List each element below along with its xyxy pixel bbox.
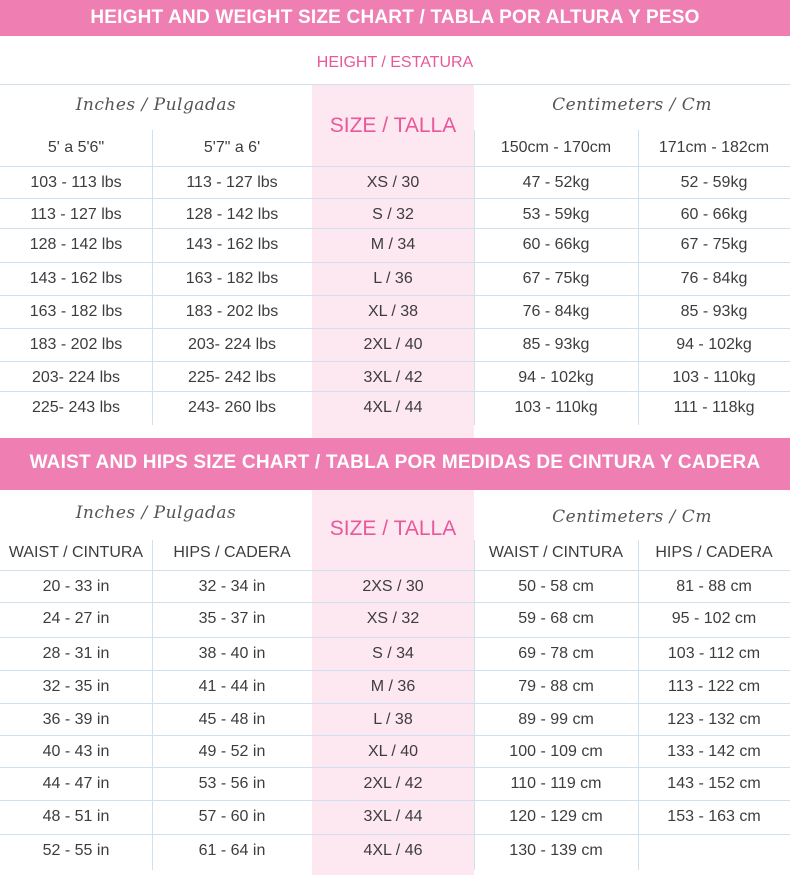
table-cell: 4XL / 44 (363, 399, 423, 416)
table-cell: 4XL / 46 (363, 842, 423, 859)
table-cell: 153 - 163 cm (667, 808, 761, 825)
table-cell: 81 - 88 cm (676, 578, 752, 595)
table-cell: 40 - 43 in (42, 743, 110, 760)
table-cell: 163 - 182 lbs (185, 270, 279, 287)
table-cell: XL / 40 (367, 743, 419, 760)
column-header: 150cm - 170cm (500, 139, 612, 156)
row-divider (0, 800, 790, 801)
divider (0, 84, 790, 85)
table-cell: 53 - 56 in (198, 775, 266, 792)
column-header: WAIST / CINTURA (488, 544, 624, 561)
table-cell: 103 - 110kg (672, 369, 756, 386)
column-header: HIPS / CADERA (655, 544, 773, 561)
column-divider (152, 130, 153, 425)
table-cell: 3XL / 42 (363, 369, 423, 386)
row-divider (0, 670, 790, 671)
column-divider (638, 540, 639, 870)
inches-label-1: Inches / Pulgadas (75, 95, 237, 115)
table-cell: 3XL / 44 (363, 808, 423, 825)
size-label-2: SIZE / TALLA (329, 517, 457, 540)
table-cell: 85 - 93kg (522, 336, 590, 353)
row-divider (0, 228, 790, 229)
table-cell: 47 - 52kg (522, 174, 590, 191)
table-cell: 79 - 88 cm (518, 678, 594, 695)
column-divider (474, 540, 475, 870)
table-cell: 110 - 119 cm (510, 775, 602, 792)
table-cell: 111 - 118kg (673, 399, 755, 416)
column-divider (638, 130, 639, 425)
table-cell: 133 - 142 cm (667, 743, 761, 760)
column-header: 171cm - 182cm (658, 139, 770, 156)
table-cell: 45 - 48 in (198, 711, 266, 728)
table-cell: S / 34 (372, 645, 414, 662)
centimeters-label-1: Centimeters / Cm (552, 95, 712, 115)
table-cell: 57 - 60 in (198, 808, 266, 825)
row-divider (0, 767, 790, 768)
table-cell: L / 36 (373, 270, 413, 287)
height-label: HEIGHT / ESTATURA (316, 54, 474, 71)
table-cell: 36 - 39 in (42, 711, 110, 728)
row-divider (0, 637, 790, 638)
row-divider (0, 602, 790, 603)
table-cell: 113 - 122 cm (667, 678, 761, 695)
table-cell: 95 - 102 cm (671, 610, 757, 627)
table-cell: 61 - 64 in (198, 842, 266, 859)
table-cell: 183 - 202 lbs (29, 336, 123, 353)
table-cell: 120 - 129 cm (509, 808, 603, 825)
table-cell: 2XS / 30 (362, 578, 424, 595)
table-cell: 103 - 110kg (514, 399, 598, 416)
table-cell: XS / 30 (366, 174, 420, 191)
table-cell: 225- 243 lbs (31, 399, 121, 416)
height-weight-banner: HEIGHT AND WEIGHT SIZE CHART / TABLA POR ALTURA Y PESO (0, 0, 790, 36)
centimeters-label-2: Centimeters / Cm (552, 507, 712, 527)
table-cell: 28 - 31 in (42, 645, 110, 662)
table-cell: S / 32 (372, 206, 414, 223)
inches-label-2: Inches / Pulgadas (75, 503, 237, 523)
table-cell: 128 - 142 lbs (185, 206, 279, 223)
column-header: 5'7" a 6' (203, 139, 261, 156)
table-cell: 103 - 112 cm (667, 645, 761, 662)
table-cell: 52 - 59kg (680, 174, 748, 191)
table-cell: 143 - 162 lbs (29, 270, 123, 287)
table-cell: 163 - 182 lbs (29, 303, 123, 320)
table-cell: 94 - 102kg (518, 369, 594, 386)
table-cell: 183 - 202 lbs (185, 303, 279, 320)
row-divider (0, 735, 790, 736)
table-cell: 69 - 78 cm (518, 645, 594, 662)
column-divider (474, 130, 475, 425)
table-cell: 60 - 66kg (680, 206, 748, 223)
row-divider (0, 198, 790, 199)
table-cell: 2XL / 42 (363, 775, 423, 792)
row-divider (0, 834, 790, 835)
table-cell: 41 - 44 in (198, 678, 266, 695)
column-divider (152, 540, 153, 870)
table-cell: M / 34 (370, 236, 416, 253)
table-cell: 100 - 109 cm (509, 743, 603, 760)
size-label-1: SIZE / TALLA (329, 114, 457, 137)
table-cell: 32 - 34 in (198, 578, 266, 595)
table-cell: 243- 260 lbs (187, 399, 277, 416)
table-cell: 67 - 75kg (522, 270, 590, 287)
table-cell: 85 - 93kg (680, 303, 748, 320)
table-cell: 44 - 47 in (42, 775, 110, 792)
table-cell: 203- 224 lbs (187, 336, 277, 353)
row-divider (0, 703, 790, 704)
row-divider (0, 328, 790, 329)
waist-hips-banner: WAIST AND HIPS SIZE CHART / TABLA POR MEDIDAS DE CINTURA Y CADERA (0, 438, 790, 490)
table-cell: 143 - 152 cm (667, 775, 761, 792)
table-cell: L / 38 (373, 711, 413, 728)
table-cell: 35 - 37 in (198, 610, 266, 627)
table-cell: 130 - 139 cm (509, 842, 603, 859)
table-cell: XS / 32 (366, 610, 420, 627)
column-header: HIPS / CADERA (173, 544, 291, 561)
table-cell: 76 - 84kg (522, 303, 590, 320)
table-cell: 20 - 33 in (42, 578, 110, 595)
column-header: 5' a 5'6" (47, 139, 105, 156)
table-cell: 123 - 132 cm (667, 711, 761, 728)
table-cell: 67 - 75kg (680, 236, 748, 253)
table-cell: 89 - 99 cm (518, 711, 594, 728)
table-cell: 143 - 162 lbs (185, 236, 279, 253)
table-cell: 103 - 113 lbs (30, 174, 122, 191)
table-cell: 24 - 27 in (42, 610, 110, 627)
table-cell: 52 - 55 in (42, 842, 110, 859)
table-cell: 48 - 51 in (42, 808, 110, 825)
table-cell: XL / 38 (367, 303, 419, 320)
table-cell: 38 - 40 in (198, 645, 266, 662)
table-cell: 113 - 127 lbs (186, 174, 278, 191)
row-divider (0, 262, 790, 263)
table-cell: 60 - 66kg (522, 236, 590, 253)
table-cell: 53 - 59kg (522, 206, 590, 223)
row-divider (0, 295, 790, 296)
table-cell: 128 - 142 lbs (29, 236, 123, 253)
table-cell: 50 - 58 cm (518, 578, 594, 595)
row-divider (0, 166, 790, 167)
table-cell: 49 - 52 in (198, 743, 266, 760)
row-divider (0, 570, 790, 571)
row-divider (0, 361, 790, 362)
table-cell: 113 - 127 lbs (30, 206, 122, 223)
table-cell: 94 - 102kg (676, 336, 752, 353)
table-cell: 225- 242 lbs (187, 369, 277, 386)
table-cell: 203- 224 lbs (31, 369, 121, 386)
table-cell: M / 36 (370, 678, 416, 695)
table-cell: 76 - 84kg (680, 270, 748, 287)
row-divider (0, 391, 790, 392)
table-cell: 2XL / 40 (363, 336, 423, 353)
table-cell: 32 - 35 in (42, 678, 110, 695)
table-cell: 59 - 68 cm (518, 610, 594, 627)
column-header: WAIST / CINTURA (8, 544, 144, 561)
